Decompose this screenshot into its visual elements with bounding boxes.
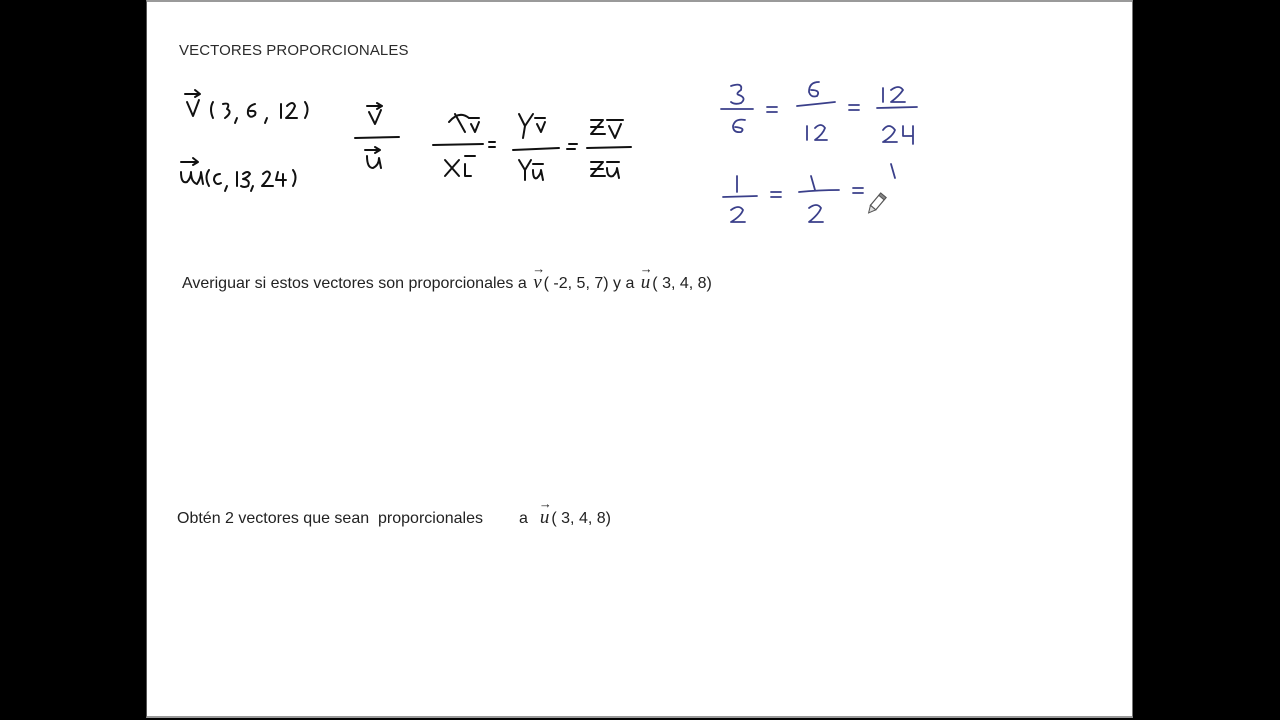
fraction-bar bbox=[797, 102, 835, 106]
pencil-icon bbox=[866, 193, 886, 215]
exercise-1-prompt: Averiguar si estos vectores son proporcionales a bbox=[182, 275, 532, 292]
digit-6 bbox=[809, 82, 819, 97]
fraction-bar bbox=[799, 190, 839, 192]
vector-u-symbol: → u bbox=[538, 507, 552, 529]
vector-u-symbol: → u bbox=[639, 272, 653, 294]
digit-1 bbox=[891, 164, 895, 178]
fraction-bar bbox=[723, 196, 757, 197]
digit-6 bbox=[733, 120, 745, 133]
number-12 bbox=[807, 125, 827, 140]
exercise-1-connector: y a bbox=[608, 275, 639, 292]
fraction-bar bbox=[877, 107, 917, 108]
vector-v-components: ( -2, 5, 7) bbox=[543, 275, 609, 292]
exercise-2-prompt: Obtén 2 vectores que sean proporcionales bbox=[177, 510, 483, 527]
vector-u-components: ( 3, 4, 8) bbox=[551, 510, 611, 527]
exercise-2-text bbox=[177, 507, 611, 529]
equals-sign bbox=[849, 105, 859, 110]
vector-v-symbol: → v bbox=[531, 272, 543, 294]
exercise-2-connector: a bbox=[518, 510, 528, 527]
equals-sign bbox=[767, 107, 777, 112]
exercise-1-text bbox=[182, 272, 712, 294]
equals-sign bbox=[853, 188, 863, 193]
document-page bbox=[146, 0, 1133, 718]
digit-1 bbox=[811, 176, 815, 190]
page-title: VECTORES PROPORCIONALES bbox=[179, 42, 409, 59]
number-24 bbox=[883, 126, 913, 144]
digit-2 bbox=[731, 207, 745, 222]
digit-3 bbox=[731, 85, 744, 104]
number-12 bbox=[883, 87, 905, 102]
handwritten-blue-notes bbox=[147, 2, 1134, 720]
equals-sign bbox=[771, 192, 781, 197]
digit-2 bbox=[809, 205, 823, 222]
vector-u-components: ( 3, 4, 8) bbox=[652, 275, 712, 292]
